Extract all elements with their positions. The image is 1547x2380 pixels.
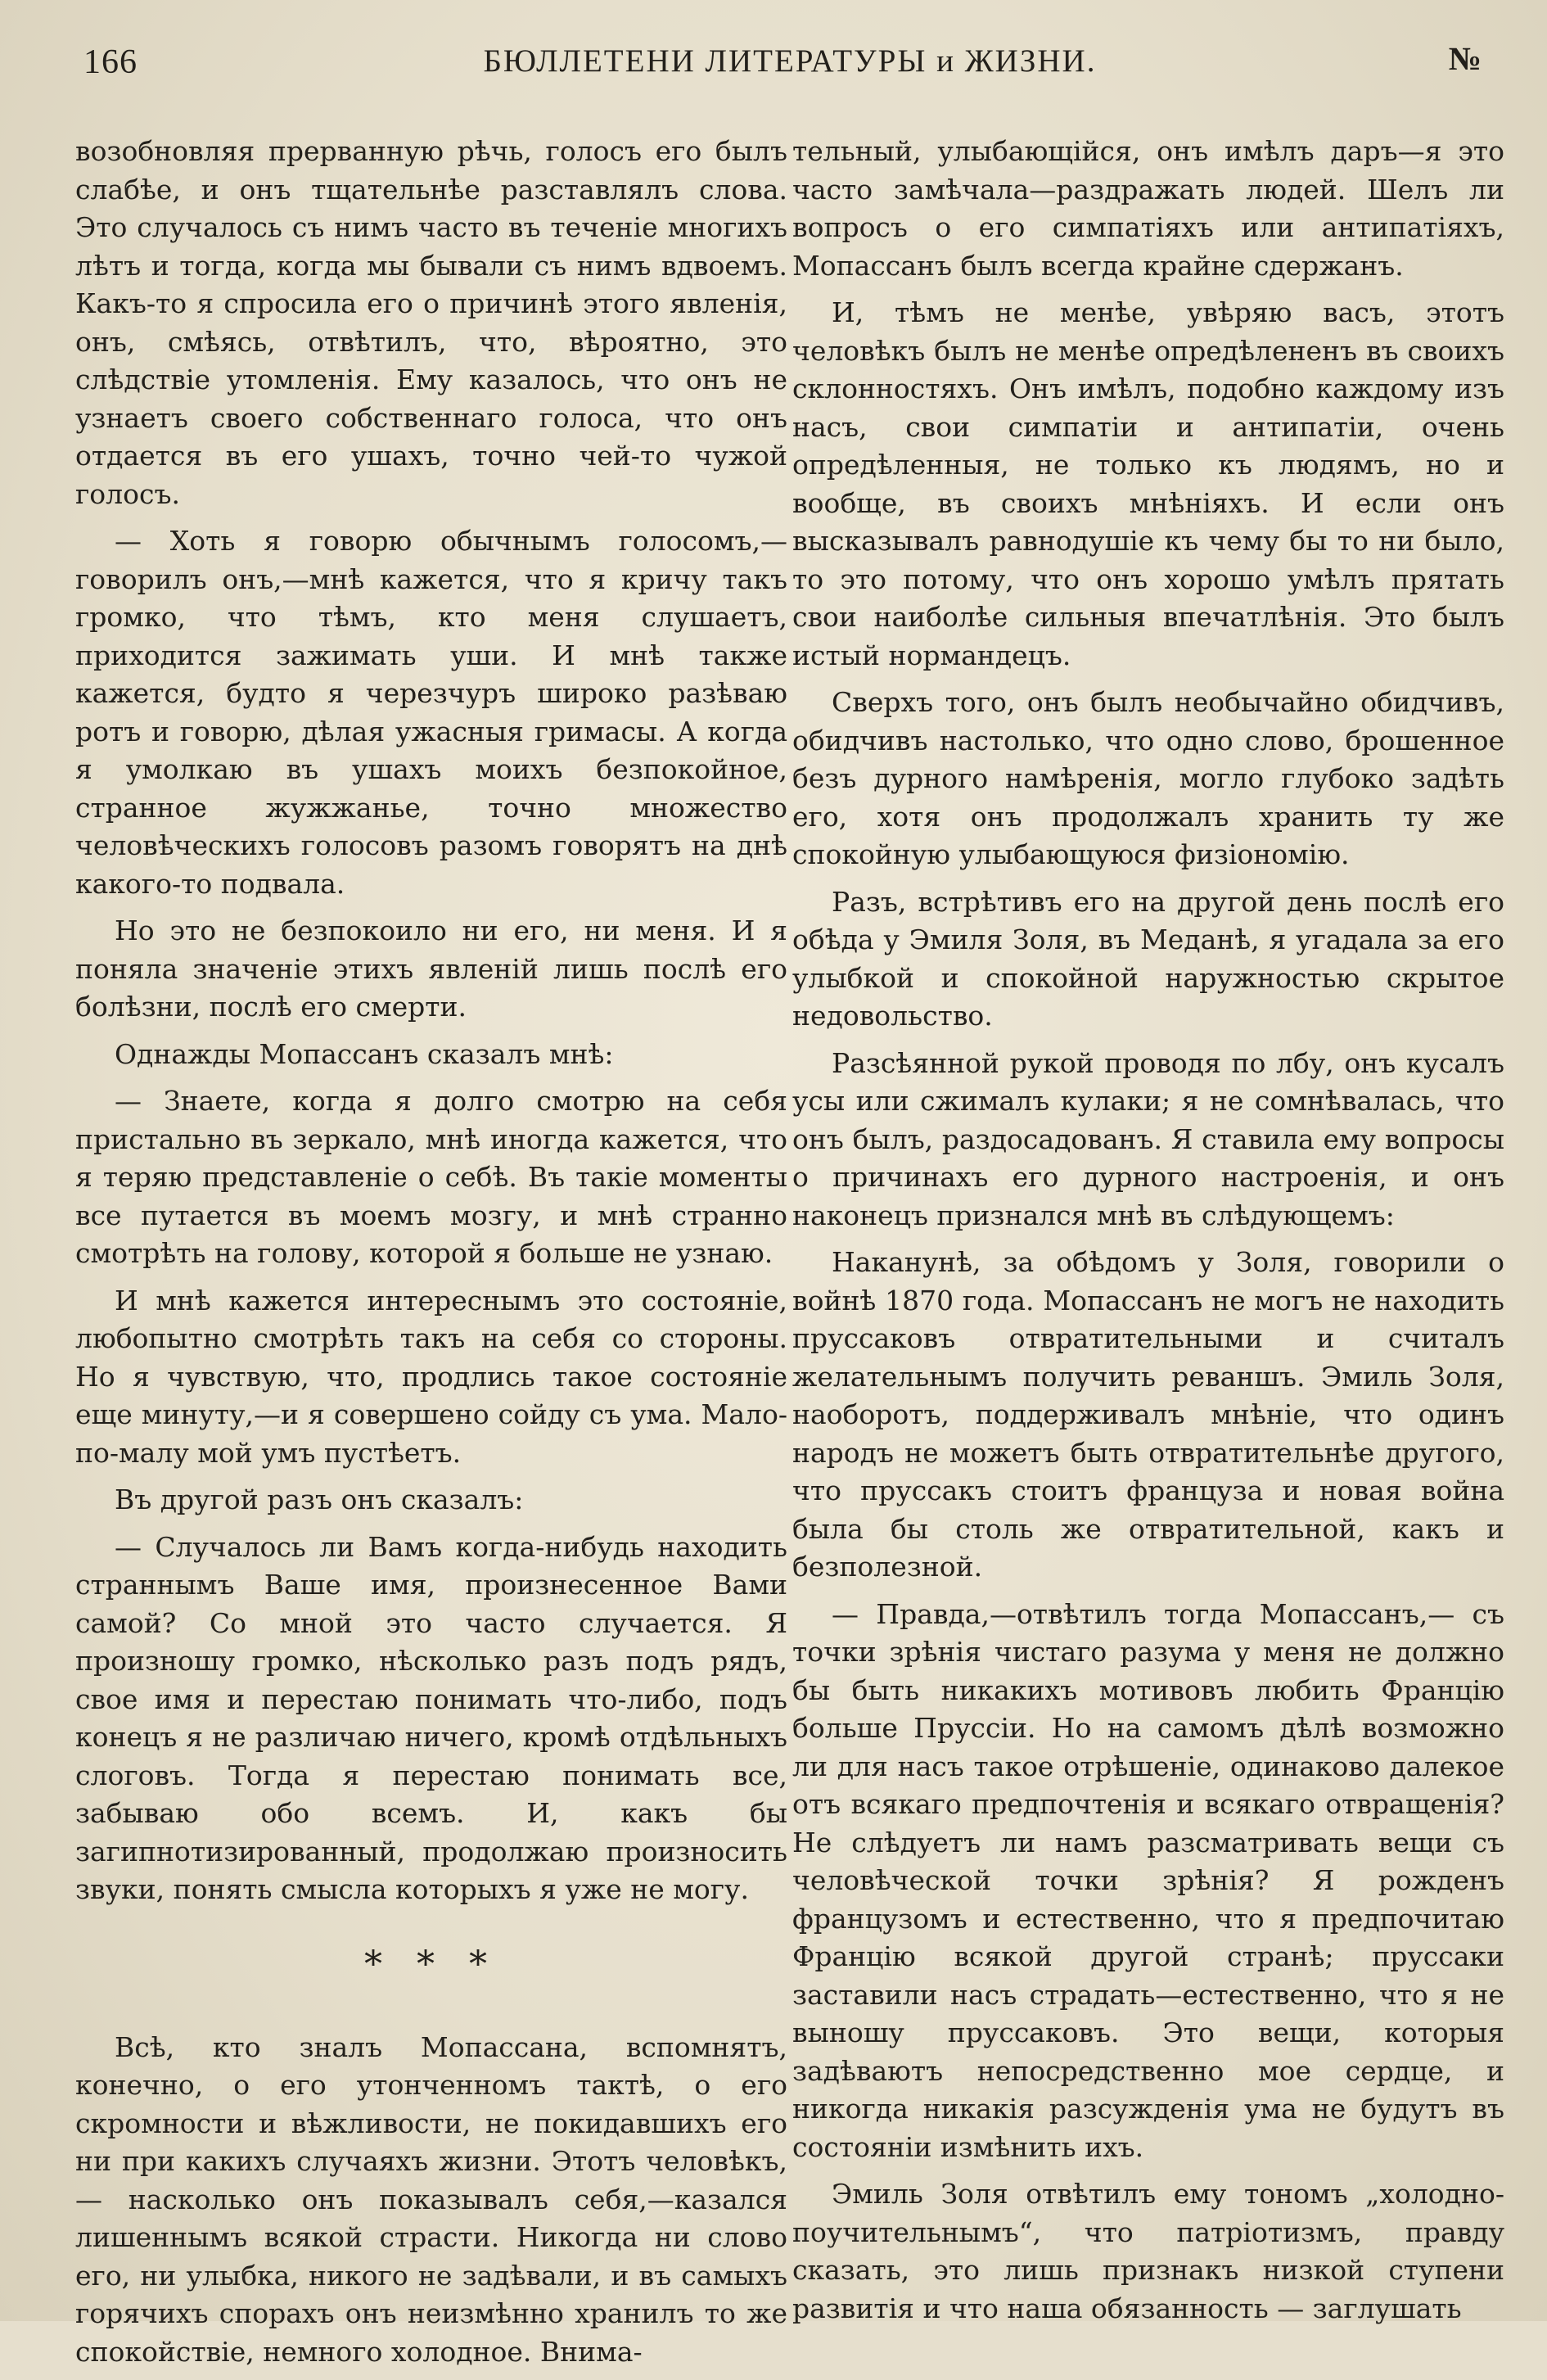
paragraph: Разсѣянной рукой проводя по лбу, онъ кусалъ усы или сжималъ кулаки; я не сомнѣвалась, что онъ былъ, раздосадованъ. Я ставила ему вопросы о причинахъ его дурного настроенія, и онъ наконецъ признался мнѣ въ слѣдующемъ: [792, 1046, 1504, 1231]
paragraph: Въ другой разъ онъ сказалъ: [115, 1484, 524, 1515]
paragraph: Сверхъ того, онъ былъ необычайно обидчивъ, обидчивъ настолько, что одно слово, брошенное безъ дурного намѣренія, могло глубоко задѣть его, хотя онъ продолжалъ хранить ту же спокойную улыбающуюся физіономію. [792, 686, 1504, 870]
paragraph: Наканунѣ, за обѣдомъ у Золя, говорили о войнѣ 1870 года. Мопассанъ не могъ не находить пруссаковъ отвратительными и считалъ желательнымъ получить реваншъ. Эмиль Золя, наоборотъ, поддерживалъ мнѣніе, что одинъ народъ не можетъ быть отвратительнѣе другого, что пруссакъ стоитъ француза и новая война была бы столь же отвратительной, какъ и безполезной. [792, 1246, 1504, 1583]
paragraph: тельный, улыбающійся, онъ имѣлъ даръ—я это часто замѣчала—раздражать людей. Шелъ ли вопросъ о его симпатіяхъ или антипатіяхъ, Мопассанъ былъ всегда крайне сдержанъ. [792, 135, 1504, 282]
running-title: БЮЛЛЕТЕНИ ЛИТЕРАТУРЫ и ЖИЗНИ. [483, 43, 1097, 79]
paragraph: возобновляя прерванную рѣчь, голосъ его былъ слабѣе, и онъ тщательнѣе разставлялъ слова. Это случалось съ нимъ часто въ теченіе многихъ лѣтъ и тогда, когда мы бывали съ нимъ вдвоемъ. Какъ-то я спросила его о причинѣ этого явленія, онъ, смѣясь, отвѣтилъ, что, вѣроятно, это слѣдствіе утомленія. Ему казалось, что онъ не узнаетъ своего собственнаго голоса, что онъ отдается въ его ушахъ, точно чей-то чужой голосъ. [75, 135, 787, 510]
issue-mark: № [1448, 40, 1482, 77]
right-column [792, 133, 1504, 2380]
section-separator: * * * [364, 1943, 498, 1985]
paragraph: — Случалось ли Вамъ когда-нибудь находить страннымъ Ваше имя, произнесенное Вами самой? Со мной это часто случается. Я произношу громко, нѣсколько разъ подъ рядъ, свое имя и перестаю понимать что-либо, подъ конецъ я не различаю ничего, кромѣ отдѣльныхъ слоговъ. Тогда я перестаю понимать все, забываю обо всемъ. И, какъ бы загипнотизированный, продолжаю произносить звуки, понять смысла которыхъ я уже не могу. [75, 1530, 787, 1905]
paragraph: — Правда,—отвѣтилъ тогда Мопассанъ,— съ точки зрѣнія чистаго разума у меня не должно бы быть никакихъ мотивовъ любить Францію больше Пруссіи. Но на самомъ дѣлѣ возможно ли для насъ такое отрѣшеніе, одинаково далекое отъ всякаго предпочтенія и всякаго отвращенія? Не слѣдуетъ ли намъ разсматривать вещи съ человѣческой точки зрѣнія? Я рожденъ французомъ и естественно, что я предпочитаю Францію всякой другой странѣ; пруссаки заставили насъ страдать—естественно, что я не выношу пруссаковъ. Это вещи, которыя задѣваютъ непосредственно мое сердце, и никогда никакія разсужденія ума не будутъ въ состояніи измѣнить ихъ. [792, 1597, 1504, 2163]
paragraph: Эмиль Золя отвѣтилъ ему тономъ „холодно-поучительнымъ“, что патріотизмъ, правду сказать, это лишь признакъ низкой ступени развитія и что наша обязанность — заглушать [792, 2178, 1504, 2324]
text-columns [75, 133, 1504, 2380]
page-header [75, 25, 1504, 90]
paragraph: — Знаете, когда я долго смотрю на себя пристально въ зеркало, мнѣ иногда кажется, что я теряю представленіе о себѣ. Въ такіе моменты все путается въ моемъ мозгу, и мнѣ странно смотрѣть на голову, которой я больше не узнаю. [75, 1085, 787, 1269]
paragraph: Однажды Мопассанъ сказалъ мнѣ: [115, 1037, 614, 1070]
paragraph: Всѣ, кто зналъ Мопассана, вспомнятъ, конечно, о его утонченномъ тактѣ, о его скромности и вѣжливости, не покидавшихъ его ни при какихъ случаяхъ жизни. Этотъ человѣкъ,— насколько онъ показывалъ себя,—казался лишеннымъ всякой страсти. Никогда ни слово его, ни улыбка, никого не задѣвали, и въ самыхъ горячихъ спорахъ онъ неизмѣнно хранилъ то же спокойствіе, немного холодное. Внима- [75, 2030, 787, 2368]
paragraph: И мнѣ кажется интереснымъ это состояніе, любопытно смотрѣть такъ на себя со стороны. Но я чувствую, что, продлись такое состояніе еще минуту,—и я совершено сойду съ ума. Мало-по-малу мой умъ пустѣетъ. [75, 1284, 787, 1469]
paragraph: И, тѣмъ не менѣе, увѣряю васъ, этотъ человѣкъ былъ не менѣе опредѣлененъ въ своихъ склонностяхъ. Онъ имѣлъ, подобно каждому изъ насъ, свои симпатіи и антипатіи, очень опредѣленныя, не только къ людямъ, но и вообще, въ своихъ мнѣніяхъ. И если онъ высказывалъ равнодушіе къ чему бы то ни было, то это потому, что онъ хорошо умѣлъ прятать свои наиболѣе сильныя впечатлѣнія. Это былъ истый нормандецъ. [792, 296, 1504, 671]
paragraph: Разъ, встрѣтивъ его на другой день послѣ его обѣда у Эмиля Золя, въ Меданѣ, я угадала за его улыбкой и спокойной наружностью скрытое недовольство. [792, 885, 1504, 1032]
paragraph: Но это не безпокоило ни его, ни меня. И я поняла значеніе этихъ явленій лишь послѣ его болѣзни, послѣ его смерти. [75, 915, 787, 1023]
paragraph: — Хоть я говорю обычнымъ голосомъ,— говорилъ онъ,—мнѣ кажется, что я кричу такъ громко, что тѣмъ, кто меня слушаетъ, приходится зажимать уши. И мнѣ также кажется, будто я черезчуръ широко разѣваю ротъ и говорю, дѣлая ужасныя гримасы. А когда я умолкаю въ ушахъ моихъ безпокойное, странное жужжанье, точно множество человѣческихъ голосовъ разомъ говорятъ на днѣ какого-то подвала. [75, 525, 787, 900]
page-number: 166 [83, 43, 138, 81]
left-column [75, 133, 787, 2380]
